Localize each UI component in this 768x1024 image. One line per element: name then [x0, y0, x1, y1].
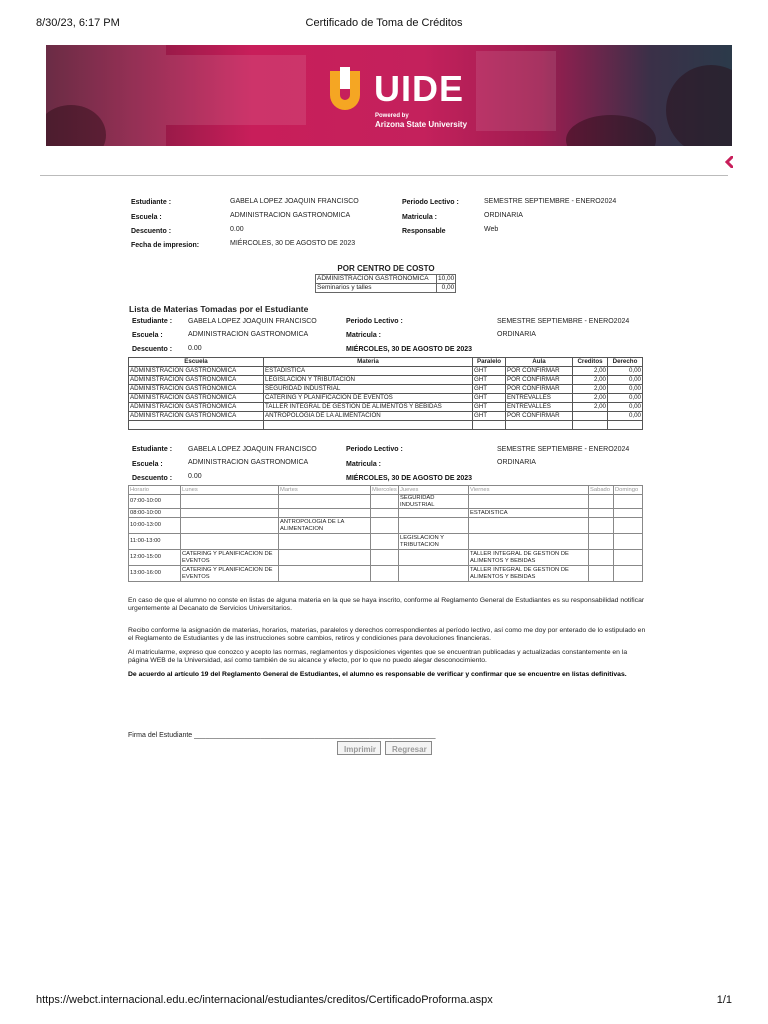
table-cell: [469, 534, 589, 550]
column-header: Paralelo: [473, 358, 506, 367]
table-cell: LEGISLACION Y TRIBUTACION: [399, 534, 469, 550]
table-cell: [614, 518, 643, 534]
periodo-label: Periodo Lectivo :: [346, 318, 403, 325]
table-cell: [279, 566, 371, 582]
table-row: [129, 550, 643, 566]
table-row: [129, 566, 643, 582]
table-cell: 12:00-15:00: [129, 550, 181, 566]
page-number: 1/1: [716, 994, 732, 1006]
notice-paragraph: Al matricularme, expreso que conozco y acepto las normas, reglamentos y disposiciones vigentes que se encuentran publicadas y actualizadas constantemente en la página WEB de la Universidad, así como también de su alcance y efecto, por lo que no puedo alegar desconocimiento.: [128, 649, 628, 664]
horario-table: [128, 485, 643, 582]
fecha-value: MIÉRCOLES, 30 DE AGOSTO DE 2023: [230, 240, 356, 247]
descuento-label: Descuento :: [132, 346, 173, 353]
table-cell: [589, 509, 614, 518]
table-cell: POR CONFIRMAR: [506, 412, 573, 421]
table-cell: GHT: [473, 412, 506, 421]
column-header: Lunes: [181, 486, 279, 495]
centro-costo-title: POR CENTRO DE COSTO: [337, 264, 435, 273]
table-cell: ESTADISTICA: [264, 367, 473, 376]
table-cell: CATERING Y PLANIFICACION DE EVENTOS: [264, 394, 473, 403]
periodo-label: Periodo Lectivo :: [402, 199, 459, 206]
matricula-value: ORDINARIA: [497, 459, 536, 466]
table-cell: SEGURIDAD INDUSTRIAL: [399, 495, 469, 509]
table-cell: [264, 421, 473, 430]
centro-costo-table: [315, 274, 456, 293]
table-cell: [181, 495, 279, 509]
estudiante-value: GABELA LOPEZ JOAQUIN FRANCISCO: [188, 318, 317, 325]
table-cell: GHT: [473, 394, 506, 403]
print-title: Certificado de Toma de Créditos: [305, 17, 463, 29]
table-cell: [279, 534, 371, 550]
descuento-value: 0.00: [230, 226, 244, 233]
table-cell: 0,00: [608, 376, 643, 385]
table-cell: [371, 550, 399, 566]
estudiante-label: Estudiante :: [131, 199, 172, 206]
table-cell: 0,00: [608, 412, 643, 421]
descuento-label: Descuento :: [131, 228, 172, 235]
table-cell: [589, 550, 614, 566]
table-cell: Seminarios y talles: [316, 284, 437, 293]
matricula-value: ORDINARIA: [484, 212, 523, 219]
table-cell: TALLER INTEGRAL DE GESTION DE ALIMENTOS Y BEBIDAS: [469, 566, 589, 582]
table-cell: [608, 421, 643, 430]
table-cell: [399, 550, 469, 566]
table-cell: [129, 421, 264, 430]
table-cell: CATERING Y PLANIFICACION DE EVENTOS: [181, 550, 279, 566]
periodo-label: Periodo Lectivo :: [346, 446, 403, 453]
fecha-label: Fecha de impresion:: [131, 242, 200, 249]
table-cell: [371, 566, 399, 582]
matricula-label: Matricula :: [346, 461, 382, 468]
table-cell: ADMINISTRACION GASTRONOMICA: [129, 385, 264, 394]
page-url: https://webct.internacional.edu.ec/internacional/estudiantes/creditos/CertificadoProforma.aspx: [36, 994, 493, 1006]
table-cell: [371, 495, 399, 509]
descuento-value: 0.00: [188, 473, 202, 480]
table-cell: 13:00-16:00: [129, 566, 181, 582]
notice-paragraph: En caso de que el alumno no conste en listas de alguna materia en la que se haya inscrito, conforme al Reglamento General de Estudiantes es su responsabilidad notificar urgentemente al Decanato de Servicios Universitarios.: [128, 597, 645, 612]
table-cell: [279, 495, 371, 509]
matricula-label: Matricula :: [346, 332, 382, 339]
table-cell: 08:00-10:00: [129, 509, 181, 518]
table-row: [316, 275, 456, 284]
notice-paragraph: Recibo conforme la asignación de materias, horarios, materias, paralelos y derechos correspondientes al período lectivo, así como me doy por enterado de lo estipulado en el Reglamento de Estudiantes y de las instrucciones sobre cambios, retiros y condiciones para devoluciones financieras.: [128, 627, 646, 642]
table-cell: POR CONFIRMAR: [506, 376, 573, 385]
table-cell: GHT: [473, 367, 506, 376]
table-row: [129, 534, 643, 550]
column-header: Creditos: [573, 358, 608, 367]
uide-banner: [46, 45, 732, 146]
table-row: [129, 385, 643, 394]
table-cell: 2,00: [573, 394, 608, 403]
fecha-value: MIÉRCOLES, 30 DE AGOSTO DE 2023: [346, 346, 473, 353]
table-cell: [469, 518, 589, 534]
table-cell: 07:00-10:00: [129, 495, 181, 509]
table-cell: [181, 509, 279, 518]
escuela-value: ADMINISTRACION GASTRONOMICA: [230, 212, 351, 219]
periodo-value: SEMESTRE SEPTIEMBRE - ENERO2024: [484, 198, 617, 205]
table-row: [129, 495, 643, 509]
escuela-label: Escuela :: [132, 461, 163, 468]
descuento-label: Descuento :: [132, 475, 173, 482]
table-cell: [589, 518, 614, 534]
table-cell: GHT: [473, 385, 506, 394]
table-cell: 0,00: [608, 394, 643, 403]
table-header-row: [129, 486, 643, 495]
table-cell: ENTREVALLES: [506, 403, 573, 412]
table-cell: TALLER INTEGRAL DE GESTION DE ALIMENTOS Y BEBIDAS: [264, 403, 473, 412]
periodo-value: SEMESTRE SEPTIEMBRE - ENERO2024: [497, 318, 630, 325]
notice-paragraph-bold: De acuerdo al artículo 19 del Reglamento General de Estudiantes, el alumno es responsable de verificar y confirmar que se encuentre en listas definitivas.: [128, 671, 627, 678]
logo-partner: Arizona State University: [375, 120, 468, 129]
table-cell: 10:00-13:00: [129, 518, 181, 534]
estudiante-value: GABELA LOPEZ JOAQUIN FRANCISCO: [188, 446, 317, 453]
print-button[interactable]: Imprimir: [337, 741, 381, 755]
table-cell: GHT: [473, 403, 506, 412]
column-header: Horario: [129, 486, 181, 495]
table-cell: [279, 509, 371, 518]
table-cell: [473, 421, 506, 430]
table-cell: [399, 518, 469, 534]
estudiante-label: Estudiante :: [132, 318, 173, 325]
table-cell: [589, 566, 614, 582]
table-cell: ANTROPOLOGIA DE LA ALIMENTACION: [279, 518, 371, 534]
table-row: [129, 421, 643, 430]
separator: [40, 175, 728, 176]
table-cell: GHT: [473, 376, 506, 385]
table-cell: 2,00: [573, 385, 608, 394]
table-cell: [279, 550, 371, 566]
table-cell: ESTADISTICA: [469, 509, 589, 518]
table-row: [129, 412, 643, 421]
materias-table: [128, 357, 643, 430]
table-cell: [573, 412, 608, 421]
materias-title: Lista de Materias Tomadas por el Estudiante: [129, 304, 309, 314]
table-row: [129, 518, 643, 534]
table-cell: POR CONFIRMAR: [506, 385, 573, 394]
uide-logo-mark-icon: [328, 67, 362, 111]
column-header: Materia: [264, 358, 473, 367]
table-cell: 11:00-13:00: [129, 534, 181, 550]
table-cell: 10,00: [438, 275, 455, 282]
table-cell: ADMINISTRACION GASTRONOMICA: [129, 376, 264, 385]
estudiante-label: Estudiante :: [132, 446, 173, 453]
table-row: [129, 367, 643, 376]
responsable-value: Web: [484, 226, 499, 233]
table-cell: [399, 566, 469, 582]
logo-powered-by: Powered by: [375, 113, 409, 119]
column-header: Jueves: [399, 486, 469, 495]
table-cell: [506, 421, 573, 430]
table-cell: 0,00: [608, 403, 643, 412]
column-header: Martes: [279, 486, 371, 495]
escuela-value: ADMINISTRACION GASTRONOMICA: [188, 331, 309, 338]
column-header: Aula: [506, 358, 573, 367]
escuela-label: Escuela :: [131, 214, 162, 221]
print-header: [0, 17, 768, 31]
table-header-row: [129, 358, 643, 367]
uide-logo: [328, 65, 478, 135]
table-cell: POR CONFIRMAR: [506, 367, 573, 376]
back-button[interactable]: Regresar: [385, 741, 432, 755]
table-cell: [614, 566, 643, 582]
responsable-label: Responsable: [402, 228, 446, 235]
table-cell: ADMINISTRACION GASTRONOMICA: [129, 394, 264, 403]
column-header: Viernes: [469, 486, 589, 495]
table-cell: ADMINISTRACION GASTRONOMICA: [129, 412, 264, 421]
table-cell: [371, 518, 399, 534]
matricula-label: Matricula :: [402, 214, 438, 221]
table-cell: [371, 534, 399, 550]
table-row: [129, 394, 643, 403]
column-header: Domingo: [614, 486, 643, 495]
table-cell: [469, 495, 589, 509]
descuento-value: 0.00: [188, 345, 202, 352]
table-cell: [371, 509, 399, 518]
table-cell: SEGURIDAD INDUSTRIAL: [264, 385, 473, 394]
table-cell: TALLER INTEGRAL DE GESTION DE ALIMENTOS Y BEBIDAS: [469, 550, 589, 566]
estudiante-value: GABELA LOPEZ JOAQUIN FRANCISCO: [230, 198, 359, 205]
table-cell: 0,00: [608, 385, 643, 394]
table-cell: [181, 518, 279, 534]
table-cell: [614, 550, 643, 566]
table-cell: [589, 495, 614, 509]
print-date: 8/30/23, 6:17 PM: [36, 17, 120, 29]
column-header: Derecho: [608, 358, 643, 367]
table-row: [316, 284, 456, 293]
table-cell: LEGISLACION Y TRIBUTACION: [264, 376, 473, 385]
table-row: [129, 403, 643, 412]
table-cell: [589, 534, 614, 550]
table-cell: ANTROPOLOGIA DE LA ALIMENTACION: [264, 412, 473, 421]
table-cell: [614, 495, 643, 509]
table-row: [129, 509, 643, 518]
table-cell: 2,00: [573, 367, 608, 376]
corner-logo-icon: [725, 156, 733, 168]
table-cell: ENTREVALLES: [506, 394, 573, 403]
table-cell: [399, 509, 469, 518]
table-cell: 2,00: [573, 403, 608, 412]
matricula-value: ORDINARIA: [497, 331, 536, 338]
table-cell: 0,00: [437, 284, 456, 293]
table-cell: ADMINISTRACION GASTRONOMICA: [129, 403, 264, 412]
column-header: Miercoles: [372, 486, 397, 493]
table-cell: [614, 534, 643, 550]
fecha-value: MIÉRCOLES, 30 DE AGOSTO DE 2023: [346, 475, 473, 482]
table-cell: ADMINISTRACION GASTRONOMICA: [129, 367, 264, 376]
periodo-value: SEMESTRE SEPTIEMBRE - ENERO2024: [497, 446, 630, 453]
table-cell: [573, 421, 608, 430]
table-cell: [614, 509, 643, 518]
logo-text: UIDE: [374, 68, 465, 109]
table-cell: 2,00: [573, 376, 608, 385]
firma-estudiante: Firma del Estudiante ______________________________________________________________: [128, 732, 436, 739]
table-cell: 0,00: [608, 367, 643, 376]
column-header: Sabado: [589, 486, 614, 495]
table-row: [129, 376, 643, 385]
column-header: Escuela: [129, 358, 264, 367]
escuela-label: Escuela :: [132, 332, 163, 339]
escuela-value: ADMINISTRACION GASTRONOMICA: [188, 459, 309, 466]
table-cell: CATERING Y PLANIFICACION DE EVENTOS: [181, 566, 279, 582]
table-cell: [181, 534, 279, 550]
table-cell: ADMINISTRACION GASTRONOMICA: [316, 275, 437, 284]
